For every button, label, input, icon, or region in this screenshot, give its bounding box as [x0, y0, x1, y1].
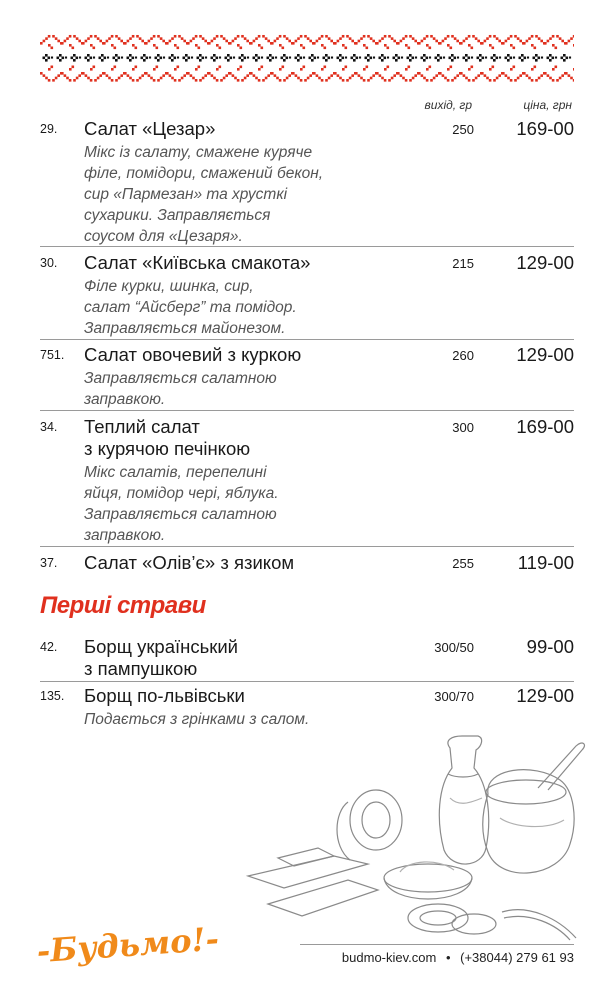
- item-weight: 215: [452, 256, 474, 271]
- weight-column-header: вихід, гр: [424, 98, 472, 112]
- item-price: 169-00: [516, 416, 574, 437]
- item-description: Заправляється салатною заправкою.: [84, 370, 277, 408]
- item-weight: 300/50: [434, 640, 474, 655]
- item-number: 30.: [40, 256, 58, 270]
- item-name: Борщ український з пампушкою: [84, 636, 239, 679]
- price-column-header: ціна, грн: [523, 98, 572, 112]
- food-still-life-illustration-icon: [238, 728, 594, 942]
- section-title: Перші страви: [40, 592, 206, 619]
- item-price: 129-00: [516, 685, 574, 706]
- item-description: Подається з грінками з салом.: [84, 711, 310, 728]
- item-name: Салат «Цезар»: [84, 118, 216, 139]
- item-weight: 255: [452, 556, 474, 571]
- item-number: 34.: [40, 420, 58, 434]
- svg-text:-Будьмо!-: -Будьмо!-: [36, 919, 220, 971]
- logo-lettering: [36, 920, 220, 971]
- item-number: 135.: [40, 689, 65, 703]
- item-price: 119-00: [517, 552, 574, 573]
- item-weight: 300/70: [434, 689, 474, 704]
- item-name: Салат «Київська смакота»: [84, 252, 311, 273]
- item-divider: [40, 246, 574, 247]
- budmo-logo-icon: [36, 918, 220, 972]
- item-price: 99-00: [526, 636, 574, 657]
- phone-number[interactable]: (+38044) 279 61 93: [460, 950, 574, 965]
- item-name: Теплий салат з курячою печінкою: [84, 416, 251, 459]
- item-price: 129-00: [516, 344, 574, 365]
- item-divider: [40, 681, 574, 682]
- item-description: Мікс салатів, перепелині яйця, помідор чері, яблука. Заправляється салатною заправкою.: [84, 464, 279, 544]
- item-description: Філе курки, шинка, сир, салат “Айсберг” та помідор. Заправляється майонезом.: [84, 278, 297, 337]
- item-divider: [40, 339, 574, 340]
- item-description: Мікс із салату, смажене куряче філе, помідори, смажений бекон, сир «Пармезан» та хрусткі сухарики. Заправляється соусом для «Цезаря».: [84, 144, 324, 245]
- item-divider: [40, 546, 574, 547]
- footer-bullet: •: [445, 950, 451, 965]
- item-number: 751.: [40, 348, 65, 362]
- item-weight: 260: [452, 348, 474, 363]
- website-link[interactable]: budmo-kiev.com: [341, 950, 437, 965]
- item-weight: 250: [452, 122, 474, 137]
- item-name: Салат овочевий з куркою: [84, 344, 302, 365]
- item-price: 129-00: [516, 252, 574, 273]
- item-name: Салат «Олів’є» з язиком: [84, 552, 295, 573]
- footer-contacts: [300, 950, 574, 965]
- item-number: 42.: [40, 640, 58, 654]
- embroidery-ornament-icon: [40, 30, 574, 86]
- footer-divider: [300, 944, 574, 945]
- item-divider: [40, 410, 574, 411]
- item-price: 169-00: [516, 118, 574, 139]
- item-name: Борщ по-львівськи: [84, 685, 245, 706]
- item-number: 37.: [40, 556, 58, 570]
- item-weight: 300: [452, 420, 474, 435]
- item-number: 29.: [40, 122, 58, 136]
